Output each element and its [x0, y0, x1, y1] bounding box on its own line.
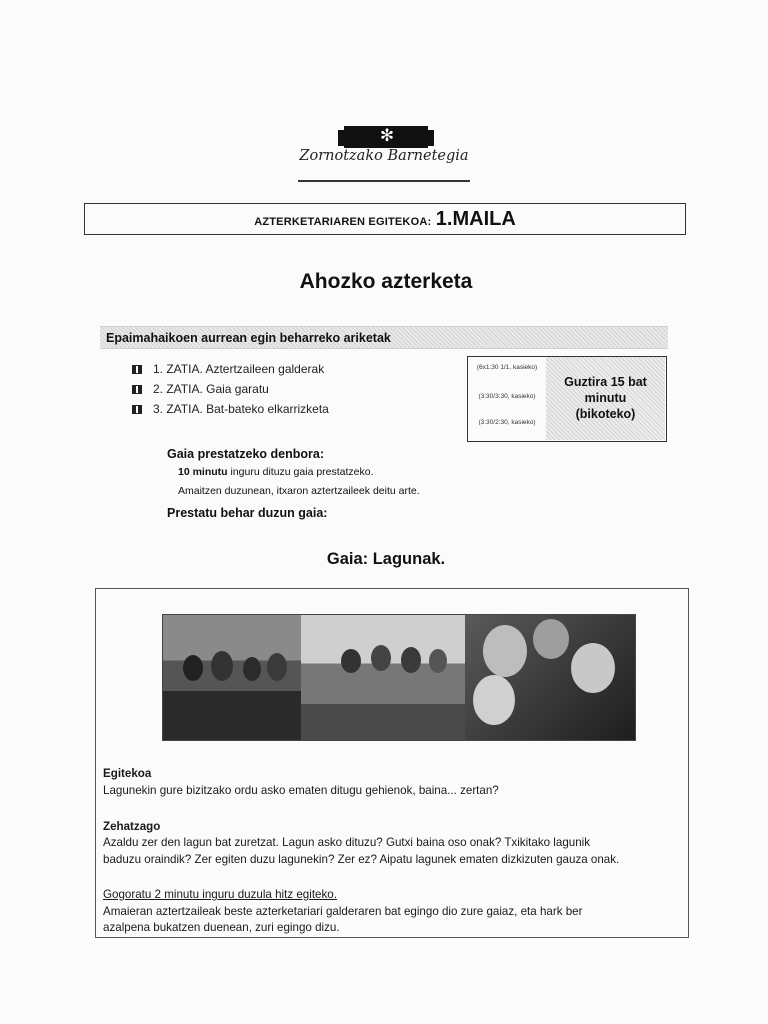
preparation-wait-text: Amaitzen duzunean, itxaron aztertzaileek deitu arte.: [178, 485, 420, 497]
section-heading: Epaimahaikoen aurrean egin beharreko ariketak: [100, 326, 668, 349]
book-icon: [132, 365, 142, 374]
task-text: Lagunekin gure bizitzako ordu asko ematen ditugu gehienok, baina... zertan?: [103, 784, 499, 797]
timing-slot: (3:30/2:30, kasieko): [478, 419, 536, 426]
book-icon: [132, 385, 142, 394]
header-level: 1.MAILA: [435, 208, 516, 230]
photo-friends-pier: [301, 615, 465, 741]
header-prefix: AZTERKETARIAREN EGITEKOA:: [254, 216, 432, 228]
candidate-task-header: [84, 203, 686, 235]
preparation-heading: Gaia prestatzeko denbora:: [167, 447, 324, 461]
photo-friends-smiling: [465, 615, 636, 741]
reminder-text: Gogoratu 2 minutu inguru duzula hitz egiteko.: [103, 888, 337, 901]
logo-underline: [298, 180, 470, 182]
logo-banner-right: [428, 130, 434, 146]
final-text-line: azalpena bukatzen duenean, zuri egingo dizu.: [103, 921, 340, 934]
task-label: 1. ZATIA. Aztertzaileen galderak: [153, 362, 325, 376]
page-title: Ahozko azterketa: [299, 270, 473, 293]
total-line: minutu: [584, 391, 627, 405]
details-heading: Zehatzago: [103, 820, 161, 833]
final-text-line: Amaieran aztertzaileak beste azterketariari galderaren bat egingo dio zure gaiaz, eta hark ber: [103, 905, 583, 918]
total-line: (bikoteko): [575, 407, 636, 421]
details-text-line: baduzu oraindik? Zer egiten duzu lagunekin? Zer ez? Aipatu lagunek ematen dizkizuten gauza onak.: [103, 853, 620, 866]
timing-slot: (6x1:30 1/1, kasieko): [476, 364, 538, 371]
preparation-time-text: 10 minutu inguru dituzu gaia prestatzeko.: [178, 466, 374, 478]
timing-total: [546, 357, 665, 440]
total-line: Guztira 15 bat: [564, 375, 647, 389]
task-item: [132, 402, 329, 416]
task-label: 3. ZATIA. Bat-bateko elkarrizketa: [153, 402, 329, 416]
details-text-line: Azaldu zer den lagun bat zuretzat. Lagun asko dituzu? Gutxi baina oso onak? Txikitako lagunik: [103, 836, 591, 849]
logo-text: Zornotzako Barnetegia: [299, 148, 469, 164]
topic-title: Gaia: Lagunak.: [326, 550, 446, 568]
friends-photo-collage: [162, 614, 636, 741]
book-icon: [132, 405, 142, 414]
task-heading: Egitekoa: [103, 767, 152, 780]
task-label: 2. ZATIA. Gaia garatu: [153, 382, 269, 396]
topic-heading: Prestatu behar duzun gaia:: [167, 506, 328, 520]
preparation-minutes: 10 minutu: [178, 466, 228, 478]
flower-icon: ✻: [379, 126, 395, 145]
task-item: [132, 362, 324, 376]
task-item: [132, 382, 269, 396]
timing-box: [467, 356, 667, 442]
timing-slots: [468, 357, 547, 440]
photo-group-outdoors: [163, 615, 301, 741]
timing-slot: (3:30/3:30, kasieko): [478, 393, 536, 400]
school-logo: [296, 122, 472, 186]
